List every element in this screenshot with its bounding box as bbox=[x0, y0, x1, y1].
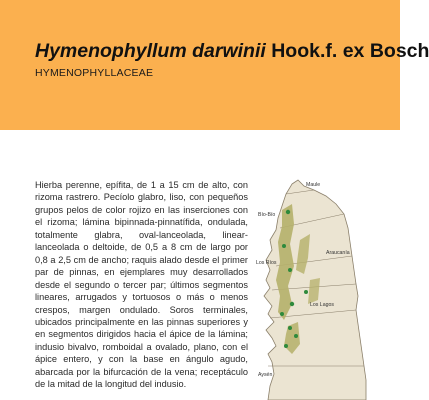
map-label-maule: Maule bbox=[306, 182, 321, 188]
family-name: HYMENOPHYLLACEAE bbox=[35, 67, 154, 79]
header-banner bbox=[0, 0, 429, 130]
map-label-biobio: Bío-Bío bbox=[258, 212, 276, 218]
map-label-araucania: Araucanía bbox=[326, 250, 350, 256]
species-name: Hymenophyllum darwinii bbox=[35, 40, 266, 62]
species-description: Hierba perenne, epífita, de 1 a 15 cm de alto, con rizoma rastrero. Pecíolo glabro, liso, con pequeños grupos pelos de color rojizo en las inserciones con el rizoma; lámina bipinnada-pinnatífida, ondulada, totalmente glabra, oval-lanceolada, linear-lanceolada o deltoide, de 0,5 a 8 cm de largo por 0,8 a 2,5 cm de ancho; raquis alado desde el primer par de pinnas, en ejemplares muy desarrollados desde el segundo o tercer par; últimos segmentos lineares, arrugados y tortuosos o más o menos crespos, margen ondulado. Soros terminales, ubicados principalmente en las pinnas superiores y en segmentos dirigidos hacia el ápice de la lámina; indusio bivalvo, romboidal a ovalado, plano, con el ápice entero, y con la base en ángulo agudo, abarcada por la bifurcación de la vena; receptáculo de la mitad de la longitud del indusio. bbox=[35, 180, 248, 390]
map-label-aysen: Aysén bbox=[258, 372, 273, 378]
map-label-losrios: Los Ríos bbox=[256, 260, 277, 266]
distribution-map-svg bbox=[248, 170, 400, 400]
distribution-map bbox=[248, 170, 400, 400]
species-authority: Hook.f. ex Bosch bbox=[271, 40, 429, 62]
map-label-loslagos: Los Lagos bbox=[310, 302, 334, 308]
page-title bbox=[35, 40, 429, 63]
